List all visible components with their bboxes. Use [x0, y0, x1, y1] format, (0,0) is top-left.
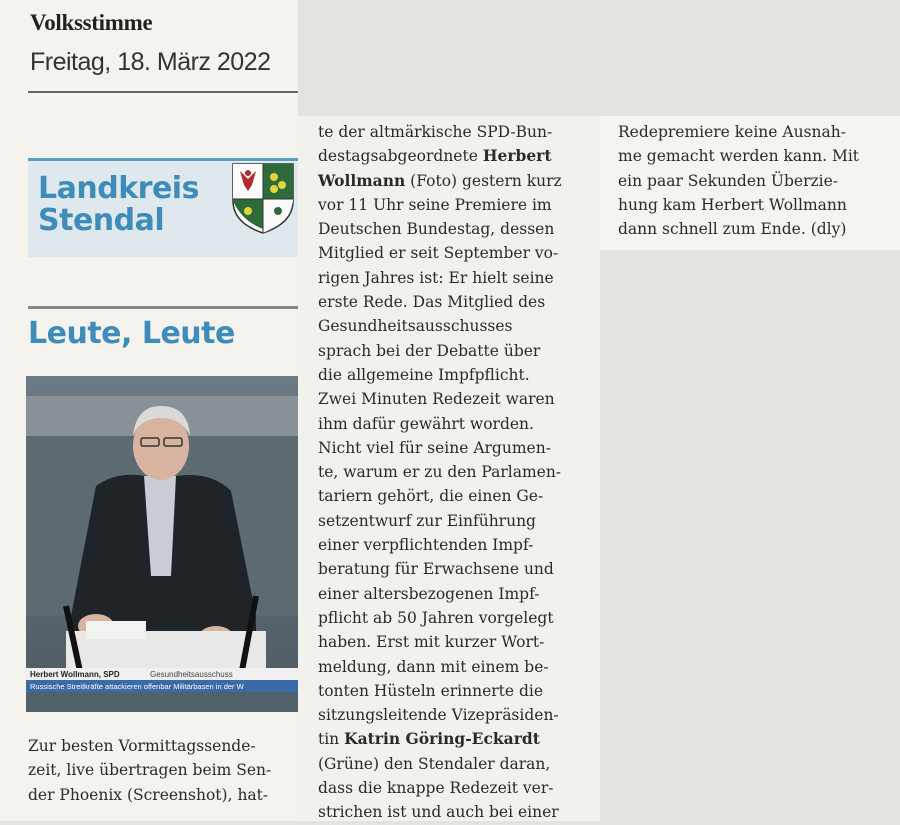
text-segment: (Foto) gestern kurz	[405, 171, 562, 190]
text-line	[318, 412, 562, 436]
text-line: dann schnell zum Ende. (dly)	[618, 220, 847, 239]
text-segment: einer verpflichtenden Impf-	[318, 536, 534, 555]
text-segment: strichen ist und auch bei einer	[318, 803, 559, 822]
text-segment: te, warum er zu den Parlamen-	[318, 463, 562, 482]
section-title: Leute, Leute	[28, 316, 235, 351]
text-line	[318, 314, 562, 338]
news-ticker: Russische Streitkräfte attackieren offenbar Militärbasen in der W	[30, 682, 244, 691]
region-title-line1: Landkreis	[38, 171, 199, 206]
text-segment: rigen Jahres ist: Er hielt seine	[318, 268, 554, 287]
text-segment: einer altersbezogenen Impf-	[318, 584, 540, 603]
text-line	[318, 120, 562, 144]
article-column-3	[618, 120, 859, 241]
text-line	[318, 606, 562, 630]
text-line: der Phoenix (Screenshot), hat-	[28, 785, 269, 804]
bold-name: Herbert	[482, 146, 552, 166]
text-line	[318, 703, 562, 727]
text-line	[318, 290, 562, 314]
text-line	[318, 752, 562, 776]
header-rule	[28, 91, 298, 93]
text-segment: (Grüne) den Stendaler daran,	[318, 754, 551, 773]
text-line	[318, 266, 562, 290]
text-line	[318, 460, 562, 484]
masthead: Volksstimme	[30, 10, 153, 35]
text-segment: tariern gehört, die einen Ge-	[318, 487, 544, 506]
text-line	[318, 193, 562, 217]
page-column-2	[298, 116, 600, 821]
text-segment: meldung, dann mit einem be-	[318, 657, 549, 676]
text-line	[318, 533, 562, 557]
text-line	[318, 582, 562, 606]
caption-name: Herbert Wollmann, SPD	[30, 670, 120, 679]
text-line	[318, 727, 562, 751]
section-rule	[28, 306, 298, 309]
text-line: me gemacht werden kann. Mit	[618, 147, 860, 166]
text-line	[318, 144, 562, 168]
text-segment: tin	[318, 730, 345, 749]
text-line: ein paar Sekunden Überzie-	[618, 171, 839, 190]
text-segment: Zwei Minuten Redezeit waren	[318, 390, 555, 409]
text-line	[318, 509, 562, 533]
text-line	[318, 484, 562, 508]
text-segment: tonten Hüsteln erinnerte die	[318, 681, 544, 700]
page-column-1	[0, 0, 298, 821]
text-segment: sitzungsleitende Vizepräsiden-	[318, 706, 559, 725]
text-line	[318, 655, 562, 679]
text-segment: Gesundheitsausschusses	[318, 317, 513, 336]
bold-name: Wollmann	[318, 170, 406, 190]
text-segment: beratung für Erwachsene und	[318, 560, 554, 579]
text-segment: haben. Erst mit kurzer Wort-	[318, 633, 545, 652]
text-segment: setzentwurf zur Einführung	[318, 511, 536, 530]
text-line	[318, 679, 562, 703]
text-line	[318, 387, 562, 411]
text-segment: dass die knappe Redezeit ver-	[318, 779, 554, 798]
text-line	[318, 557, 562, 581]
bold-name: Katrin Göring-Eckardt	[344, 729, 540, 749]
text-segment: vor 11 Uhr seine Premiere im	[318, 195, 552, 214]
text-line	[318, 363, 562, 387]
text-segment: destagsabgeordnete	[318, 147, 483, 166]
text-line: Redepremiere keine Ausnah-	[618, 123, 846, 141]
text-segment: ihm dafür gewährt worden.	[318, 414, 534, 433]
text-segment: te der altmärkische SPD-Bun-	[318, 123, 553, 141]
text-segment: Mitglied er seit September vo-	[318, 244, 559, 263]
article-column-2	[318, 120, 562, 825]
text-line: Zur besten Vormittagssende-	[28, 737, 256, 755]
text-line: hung kam Herbert Wollmann	[618, 195, 847, 214]
region-banner	[28, 158, 298, 257]
publication-date: Freitag, 18. März 2022	[30, 48, 271, 76]
text-line	[318, 217, 562, 241]
article-column-1	[28, 734, 271, 807]
caption-role: Gesundheitsausschuss	[150, 670, 233, 679]
text-line	[318, 776, 562, 800]
text-line	[318, 630, 562, 654]
page-column-3	[600, 116, 900, 250]
region-title-line2: Stendal	[38, 203, 165, 238]
text-line	[318, 241, 562, 265]
coat-of-arms-icon	[230, 161, 296, 235]
speaker-photo	[26, 376, 298, 712]
text-line	[318, 339, 562, 363]
text-line	[318, 169, 562, 193]
text-segment: erste Rede. Das Mitglied des	[318, 293, 546, 312]
text-line	[318, 436, 562, 460]
text-segment: Deutschen Bundestag, dessen	[318, 220, 555, 239]
region-title	[38, 173, 199, 237]
text-segment: pflicht ab 50 Jahren vorgelegt	[318, 608, 554, 627]
text-line: zeit, live übertragen beim Sen-	[28, 761, 272, 780]
text-segment: sprach bei der Debatte über	[318, 341, 541, 360]
text-segment: Nicht viel für seine Argumen-	[318, 438, 551, 457]
text-segment: die allgemeine Impfpflicht.	[318, 365, 530, 384]
